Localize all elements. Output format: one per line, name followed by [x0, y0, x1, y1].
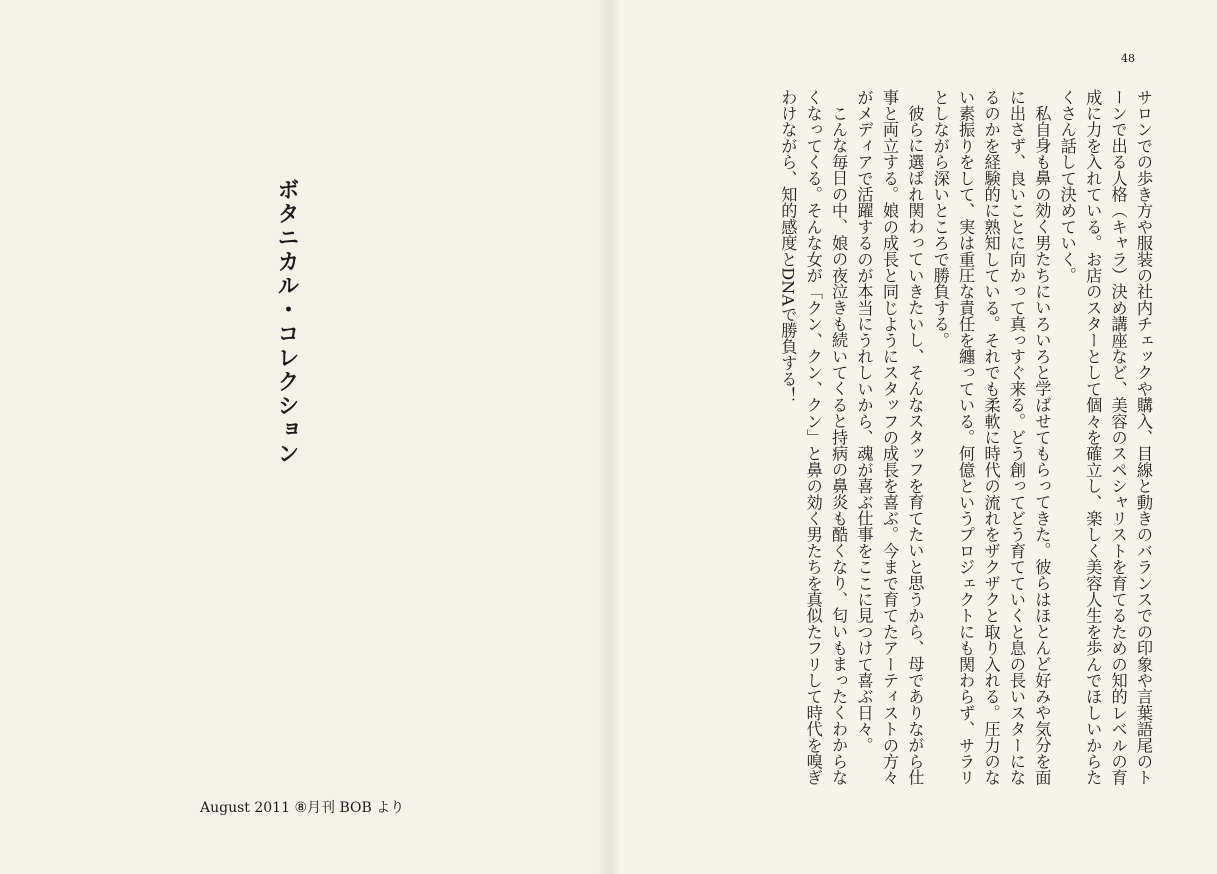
paragraph-3: 彼らに選ばれ関わっていきたいし、そんなスタッフを育てたいと思うから、母でありながら仕事と両立する。娘の成長と同じようにスタッフの成長を喜ぶ。今まで育てたアーティストの方々がメディアで活躍するのが本当にうれしいから、魂が喜ぶ仕事をここに見つけて喜ぶ日々。 — [854, 89, 925, 786]
body-text — [700, 89, 1156, 789]
chapter-title: ボタニカル・コレクション — [274, 178, 299, 466]
book-gutter — [598, 0, 620, 874]
paragraph-2: 私自身も鼻の効く男たちにいろいろと学ばせてもらってきた。彼らはほとんど好みや気分を面に出さず、良いことに向かって真っすぐ来る。どう創ってどう育てていくと息の長いスターになるのかを経験的に熟知している。それでも柔軟に時代の流れをザクザクと取り入れる。圧力のない素振りをして、実は重圧な責任を纏っている。何億というプロジェクトにも関わらず、サラリとしながら深いところで勝負する。 — [930, 89, 1052, 786]
left-page — [0, 0, 608, 874]
paragraph-4: こんな毎日の中、娘の夜泣きも続いてくると持病の鼻炎も酷くなり、匂いもまったくわからなくなってくる。そんな女が「クン、クン、クン」と鼻の効く男たちを真似たフリして時代を嗅ぎわけながら、知的感度とDNAで勝負する！ — [778, 89, 849, 786]
page-number: 48 — [1121, 52, 1135, 65]
source-credit: August 2011 ⑧月刊 BOB より — [200, 800, 405, 816]
paragraph-1: サロンでの歩き方や服装の社内チェックや購入、目線と動きのバランスでの印象や言葉語尾のトーンで出る人格（キャラ）決め講座など、美容のスペシャリストを育てるための知的レベルの育成に力を入れている。お店のスターとして個々を確立し、楽しく美容人生を歩んでほしいからたくさん話して決めていく。 — [1057, 89, 1153, 786]
